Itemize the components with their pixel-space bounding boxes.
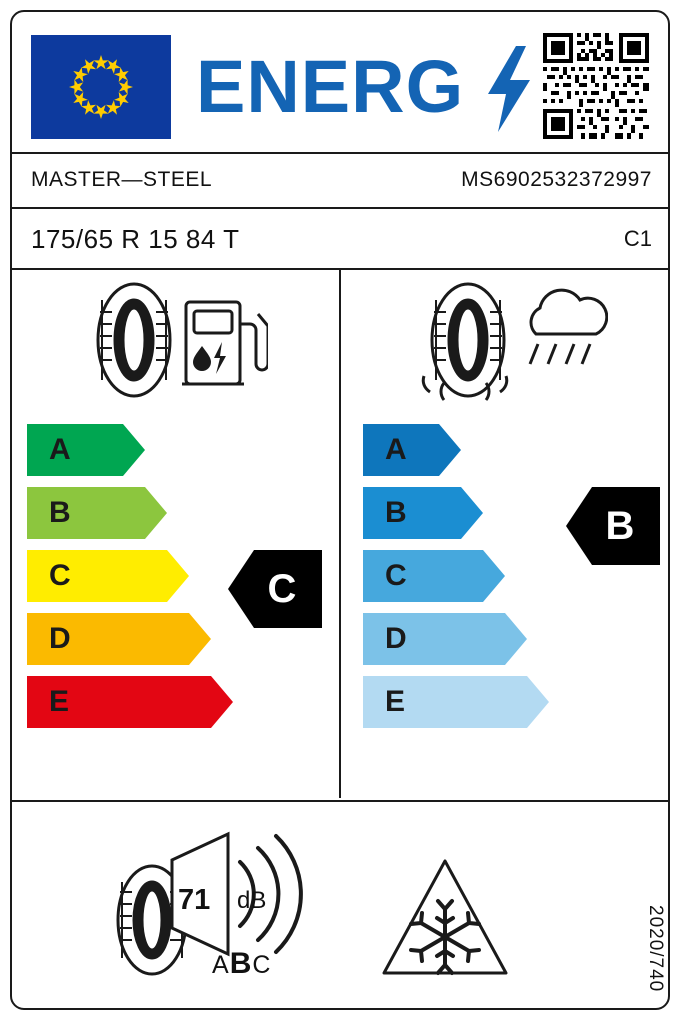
grade-row — [27, 487, 233, 539]
eu-flag-icon — [31, 35, 171, 139]
wet-grip-grade-scale — [363, 424, 549, 739]
noise-class-c: C — [252, 951, 272, 979]
qr-code-icon — [543, 33, 649, 139]
wet-grade-a-letter: A — [385, 433, 407, 466]
wet-grade-b-letter: B — [385, 496, 407, 529]
fuel-grade-e-letter: E — [49, 685, 70, 718]
fuel-efficiency-pictogram — [88, 280, 268, 400]
wet-grade-d-letter: D — [385, 622, 407, 655]
grade-row — [363, 676, 549, 728]
fuel-drop-icon — [193, 342, 226, 374]
noise-class-b: B — [229, 947, 253, 980]
divider-2 — [12, 207, 668, 209]
noise-class-scale — [212, 947, 271, 981]
fuel-selected-class — [228, 550, 322, 628]
supplier-name: MASTER—STEEL — [31, 168, 213, 191]
divider-4 — [12, 800, 668, 802]
fuel-grade-a-letter: A — [49, 433, 71, 466]
fuel-pump-icon — [182, 302, 268, 384]
noise-value: 71 — [178, 884, 211, 916]
wet-grip-pictogram — [418, 280, 608, 410]
model-identifier: MS6902532372997 — [461, 168, 652, 191]
noise-unit: dB — [237, 887, 267, 914]
fuel-grade-d-letter: D — [49, 622, 71, 655]
grade-row — [363, 424, 549, 476]
tyre-icon — [98, 284, 170, 396]
grade-row — [27, 550, 233, 602]
lightning-bolt-icon — [486, 46, 532, 132]
fuel-grade-scale — [27, 424, 233, 739]
grade-row — [27, 424, 233, 476]
fuel-selected-letter: C — [267, 567, 297, 611]
regulation-reference: 2020/740 — [645, 904, 666, 992]
snowflake-mountain-icon — [380, 855, 510, 980]
wet-selected-class — [566, 487, 660, 565]
grade-row — [363, 613, 549, 665]
page-title: ENERG — [196, 45, 465, 128]
tyre-class: C1 — [623, 226, 652, 251]
fuel-grade-c-letter: C — [49, 559, 71, 592]
divider-1 — [12, 152, 668, 154]
grade-row — [363, 487, 549, 539]
fuel-grade-b-letter: B — [49, 496, 71, 529]
wet-selected-letter: B — [605, 504, 635, 548]
grade-row — [363, 550, 549, 602]
tyre-splash-icon — [423, 284, 507, 400]
grade-row — [27, 613, 233, 665]
noise-class-a: A — [212, 951, 230, 979]
wet-grade-e-letter: E — [385, 685, 406, 718]
tyre-size: 175/65 R 15 84 T — [31, 224, 240, 254]
grade-row — [27, 676, 233, 728]
rain-cloud-icon — [530, 290, 607, 364]
wet-grade-c-letter: C — [385, 559, 407, 592]
vertical-divider — [339, 270, 341, 798]
